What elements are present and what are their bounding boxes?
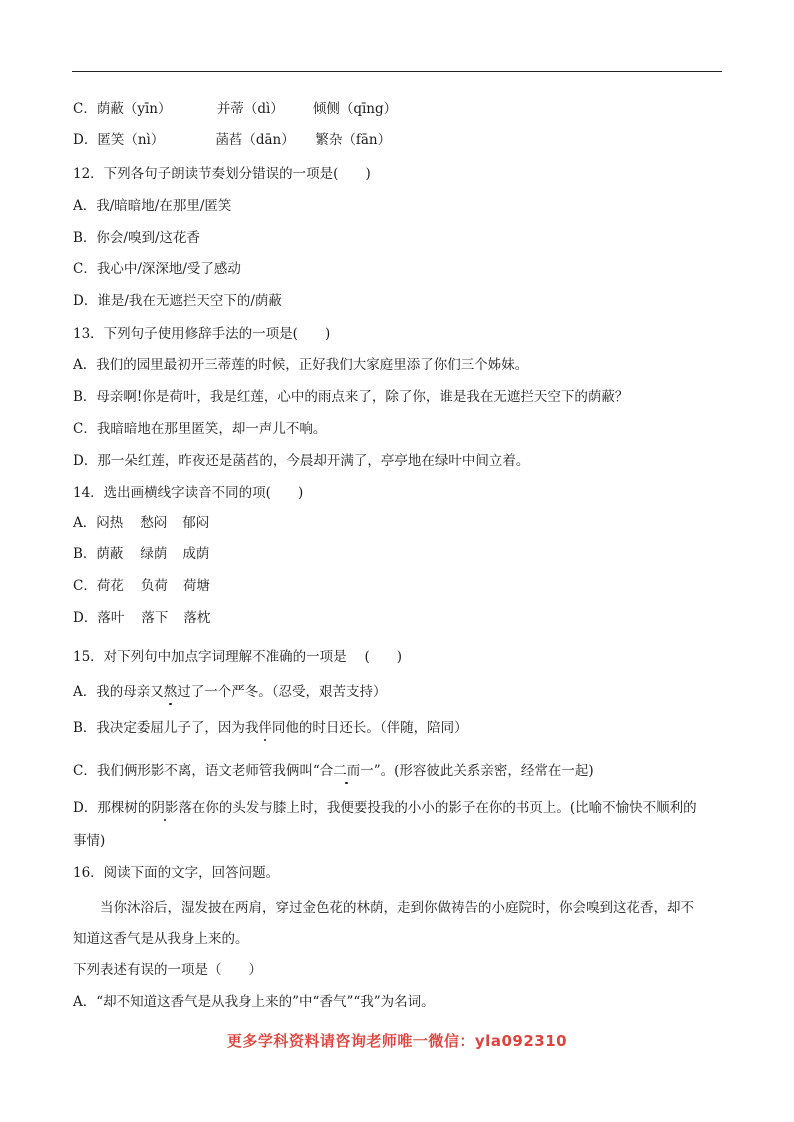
word-pinyin: 并蒂（dì）: [216, 101, 284, 117]
q13-option-d: D．那一朵红莲，昨夜还是菡萏的，今晨却开满了，亭亭地在绿叶中间立着。: [73, 453, 530, 469]
word-pinyin: 匿笑（nì）: [97, 132, 165, 148]
dotted-word: 熬: [163, 684, 178, 700]
q15-option-a: [73, 683, 387, 701]
sentence-text: 过了一个严冬。（忍受，艰苦支持）: [177, 684, 387, 700]
q16-option-a: A．“却不知道这香气是从我身上来的”中“香气”“我”为名词。: [73, 994, 435, 1010]
word: 荷花: [96, 578, 124, 594]
q15-option-c: [73, 762, 594, 780]
q13-stem: 13．下列句子使用修辞手法的一项是( ): [73, 326, 331, 342]
footer-notice: 更多学科资料请咨询老师唯一微信：yla092310: [226, 1032, 568, 1050]
word: 郁闷: [182, 515, 210, 531]
q12-option-b: B．你会/嗅到/这花香: [73, 230, 201, 246]
word-pinyin: 倾侧（qīng）: [312, 101, 398, 117]
word-pinyin: 繁杂（fān）: [315, 132, 392, 148]
word: 成荫: [182, 546, 210, 562]
word: 负荷: [140, 578, 168, 594]
q11-option-c: [73, 100, 397, 118]
q14-option-b: [73, 545, 209, 563]
q14-stem: 14．选出画横线字读音不同的项( ): [73, 485, 304, 501]
option-letter: D．: [73, 610, 98, 626]
q15-option-d-continued: 事情): [73, 833, 106, 849]
sentence-text: C．我们俩形影不离，语文老师管我俩叫“: [73, 763, 320, 779]
q15-option-d: [73, 799, 697, 817]
word: 荫蔽: [96, 546, 124, 562]
q13-option-a: A．我们的园里最初开三蒂莲的时候，正好我们大家庭里添了你们三个姊妹。: [73, 357, 529, 373]
option-letter: A．: [73, 515, 97, 531]
q12-stem: 12．下列各句子朗读节奏划分错误的一项是( ): [73, 166, 371, 182]
word-pinyin: 荫蔽（yīn）: [96, 101, 172, 117]
sentence-text: 落在你的头发与膝上时，我便要投我的小小的影子在你的书页上。(比喻不愉快不顺利的: [178, 800, 697, 816]
q13-option-b: B．母亲啊!你是荷叶，我是红莲，心中的雨点来了，除了你，谁是我在无遮拦天空下的荫蔽？: [73, 389, 629, 405]
option-letter: B．: [73, 546, 97, 562]
sentence-text: 同他的时日还长。（伴随，陪同）: [271, 720, 468, 736]
q16-stem: 16．阅读下面的文字，回答问题。: [73, 865, 280, 881]
dotted-word: 阴影: [151, 800, 179, 816]
q12-option-d: D．谁是/我在无遮拦天空下的/荫蔽: [73, 293, 282, 309]
q16-passage-line-2: 知道这香气是从我身上来的。: [73, 931, 249, 947]
option-letter: C．: [73, 101, 97, 117]
dotted-word: 伴: [258, 720, 272, 736]
sentence-text: A．我的母亲又: [73, 684, 164, 700]
sentence-text: D．那棵树的: [73, 800, 152, 816]
q14-option-a: [73, 514, 209, 532]
q16-question: 下列表述有误的一项是（ ）: [73, 962, 262, 978]
word: 闷热: [96, 515, 124, 531]
word: 愁闷: [140, 515, 168, 531]
q14-option-c: [73, 577, 210, 595]
dotted-word: 合二而一: [319, 763, 374, 779]
sentence-text: B．我决定委屈儿子了，因为我: [73, 720, 259, 736]
q14-option-d: [73, 609, 210, 627]
option-letter: D．: [73, 132, 98, 148]
word: 绿荫: [140, 546, 168, 562]
q11-option-d: [73, 131, 391, 149]
q12-option-a: A．我/暗暗地/在那里/匿笑: [73, 198, 232, 214]
q15-option-b: [73, 719, 468, 737]
sentence-text: ”。(形容彼此关系亲密，经常在一起): [373, 763, 594, 779]
q16-passage-line-1: 当你沐浴后，湿发披在两肩，穿过金色花的林荫，走到你做祷告的小庭院时，你会嗅到这花香，却不: [73, 900, 694, 916]
q15-stem: 15．对下列句中加点字词理解不准确的一项是 ( ): [73, 649, 403, 665]
word-pinyin: 菡萏（dān）: [215, 132, 295, 148]
q12-option-c: C．我心中/深深地/受了感动: [73, 261, 241, 277]
word: 落枕: [183, 610, 211, 626]
word: 荷塘: [182, 578, 210, 594]
word: 落叶: [97, 610, 125, 626]
word: 落下: [141, 610, 169, 626]
q13-option-c: C．我暗暗地在那里匿笑，却一声儿不响。: [73, 421, 327, 437]
header-rule: [72, 71, 722, 72]
option-letter: C．: [73, 578, 97, 594]
